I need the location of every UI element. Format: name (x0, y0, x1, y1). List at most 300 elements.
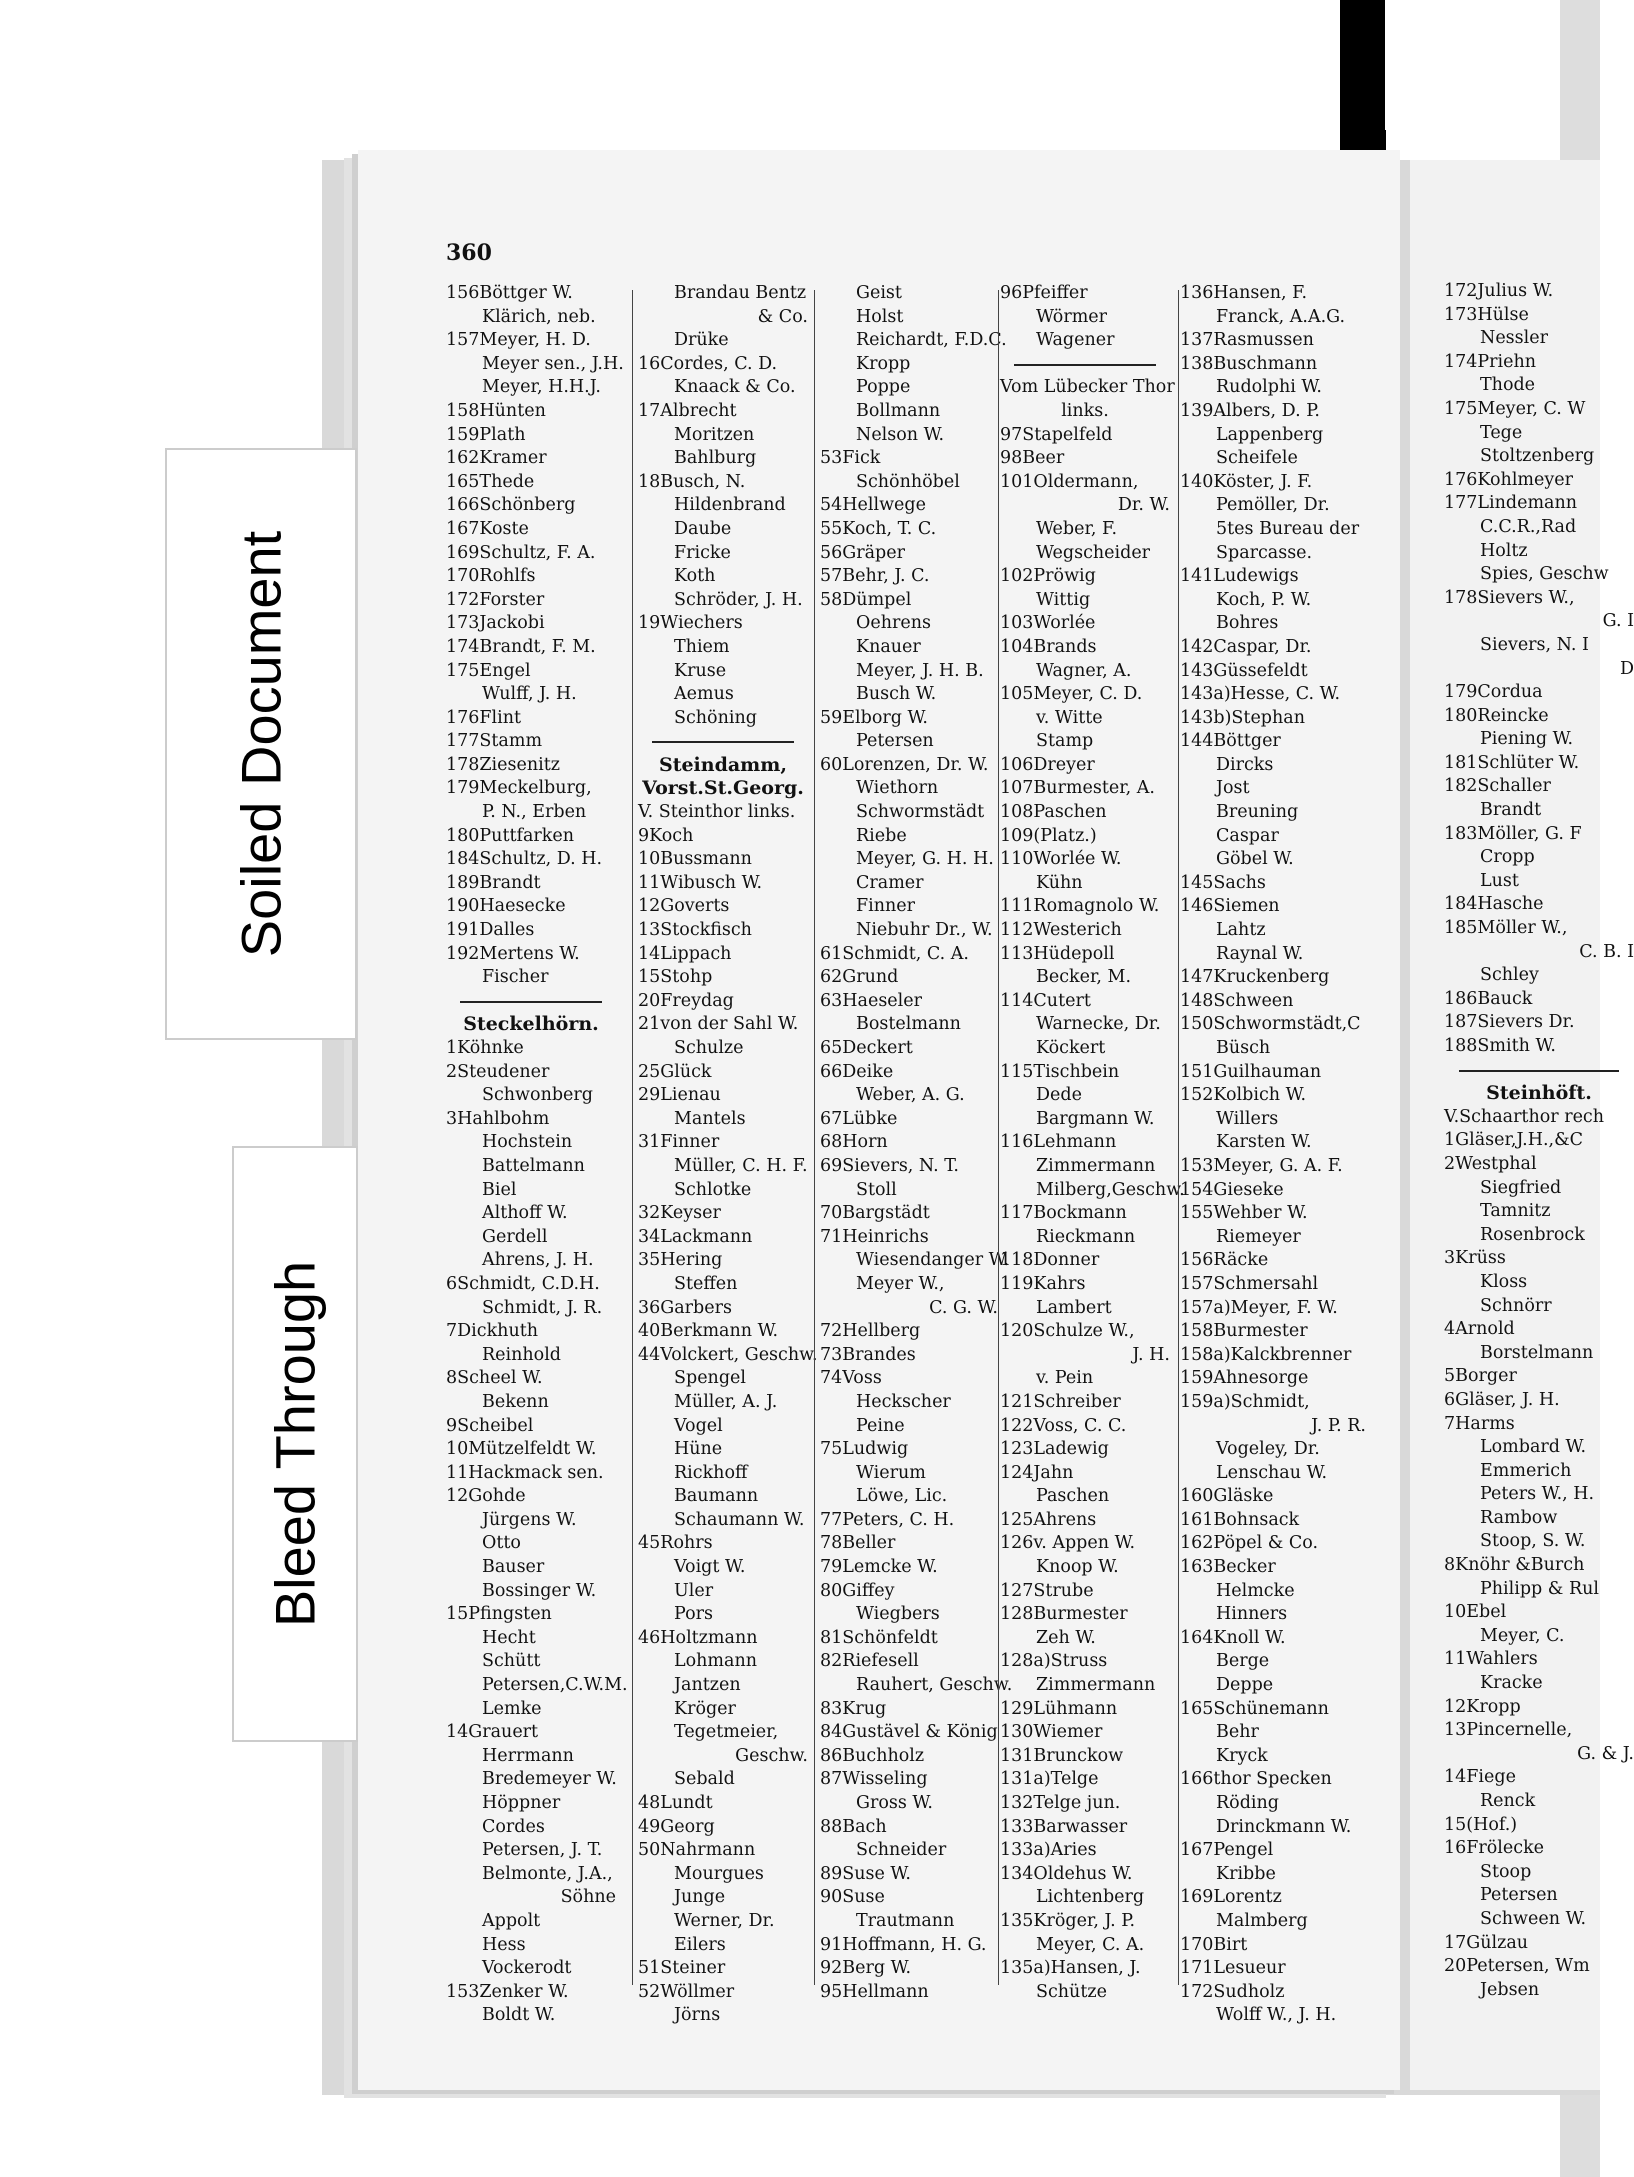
house-entry: 50Nahrmann (638, 1840, 756, 1861)
house-entry: 88Bach (820, 1816, 887, 1837)
house-entry: 189Brandt (446, 872, 541, 893)
entry-continuation: Bossinger W. (482, 1580, 597, 1601)
entry-continuation: Ahrens, J. H. (482, 1250, 594, 1271)
entry-continuation: Oehrens (856, 613, 931, 634)
house-entry: 151Guilhauman (1180, 1061, 1322, 1082)
column-3 (820, 282, 1013, 2004)
house-entry: 135Kröger, J. P. (1000, 1910, 1136, 1931)
entry-continuation: Bohres (1216, 613, 1279, 634)
entry-continuation: Kröger (674, 1698, 736, 1719)
house-entry: 113Hüdepoll (1000, 943, 1115, 964)
house-entry: 79Lemcke W. (820, 1557, 938, 1578)
house-entry: 53Fick (820, 448, 881, 469)
entry-continuation: Milberg,Geschw. (1036, 1179, 1185, 1200)
entry-continuation: Reichardt, F.D.C. (856, 330, 1007, 351)
entry-continuation: Bekenn (482, 1391, 549, 1412)
street-heading: Steckelhörn. (463, 1013, 599, 1036)
street-heading: Steindamm, (658, 753, 788, 776)
entry-continuation: Kühn (1036, 872, 1083, 893)
house-entry: 9Scheibel (446, 1415, 534, 1436)
page-number: 360 (446, 240, 492, 266)
next-page-edge (1410, 160, 1634, 2090)
entry-continuation: Karsten W. (1216, 1132, 1312, 1153)
entry-continuation: Althoff W. (482, 1203, 568, 1224)
house-entry: 134Oldehus W. (1000, 1863, 1133, 1884)
house-entry: 131Brunckow (1000, 1745, 1124, 1766)
entry-continuation: Holtz (1480, 540, 1528, 561)
entry-continuation: Nelson W. (856, 424, 945, 445)
house-entry: 32Keyser (638, 1203, 721, 1224)
entry-continuation: Rudolphi W. (1216, 377, 1322, 398)
entry-continuation: Dede (1036, 1085, 1082, 1106)
house-entry: 139Albers, D. P. (1180, 400, 1320, 421)
house-entry: 181Schlüter W. (1444, 752, 1580, 773)
entry-continuation: Bredemeyer W. (482, 1769, 617, 1790)
house-entry: 154Gieseke (1180, 1179, 1284, 1200)
house-entry: 60Lorenzen, Dr. W. (820, 754, 989, 775)
house-entry: 65Deckert (820, 1038, 913, 1058)
entry-continuation: Wagner, A. (1036, 660, 1132, 681)
house-entry: 69Sievers, N. T. (820, 1155, 959, 1176)
house-entry: V.Schaarthor rech (1444, 1106, 1604, 1127)
entry-continuation: Bahlburg (674, 448, 757, 469)
entry-continuation: Wulff, J. H. (482, 684, 577, 705)
house-entry: 167Koste (446, 518, 529, 539)
entry-continuation: Thode (1480, 375, 1536, 396)
house-entry: 104Brands (1000, 636, 1097, 657)
house-entry: 185Möller W., (1444, 918, 1568, 939)
entry-continuation: Meyer W., (856, 1273, 945, 1294)
entry-continuation: Vogel (674, 1415, 723, 1436)
entry-continuation: Tegetmeier, (674, 1722, 779, 1743)
entry-continuation: Zimmermann (1036, 1155, 1156, 1176)
entry-continuation: Fricke (674, 542, 731, 563)
entry-continuation: Geist (856, 283, 902, 303)
house-entry: 15Stohp (638, 967, 713, 988)
house-entry: 157Meyer, H. D. (446, 330, 591, 351)
house-entry: 13Stockfisch (638, 920, 752, 941)
entry-continuation: Knaack & Co. (674, 377, 796, 398)
entry-continuation: Hecht (482, 1627, 536, 1648)
house-entry: 169Schultz, F. A. (446, 542, 596, 563)
entry-continuation: Trautmann (856, 1910, 955, 1931)
entry-continuation: Höppner (482, 1793, 561, 1813)
house-entry: 158a)Kalckbrenner (1180, 1344, 1352, 1365)
house-entry: 72Hellberg (820, 1321, 921, 1342)
house-entry: 71Heinrichs (820, 1226, 929, 1247)
entry-continuation: Meyer, C. A. (1036, 1934, 1145, 1955)
house-entry: 136Hansen, F. (1180, 283, 1308, 303)
house-entry: 20Freydag (638, 990, 734, 1011)
house-entry: 61Schmidt, C. A. (820, 943, 969, 964)
entry-continuation: Schöning (674, 707, 757, 728)
house-entry: 106Dreyer (1000, 754, 1095, 775)
house-entry: 112Westerich (1000, 920, 1122, 941)
entry-continuation: Drinckmann W. (1216, 1816, 1352, 1837)
house-entry: 2Westphal (1444, 1153, 1537, 1174)
house-entry: 190Haesecke (446, 896, 566, 917)
entry-continuation: Baumann (674, 1486, 759, 1507)
house-entry: 59Elborg W. (820, 707, 928, 728)
house-entry: 10Ebel (1444, 1602, 1507, 1623)
house-entry: 55Koch, T. C. (820, 518, 937, 539)
house-entry: 179Meckelburg, (446, 778, 592, 799)
entry-continuation: Jost (1216, 778, 1250, 799)
house-entry: 81Schönfeldt (820, 1627, 938, 1648)
entry-continuation: Koth (674, 566, 716, 587)
entry-continuation: Bauser (482, 1557, 545, 1578)
entry-continuation: Peters W., H. (1480, 1484, 1595, 1505)
entry-continuation: Boldt W. (482, 2005, 556, 2026)
house-entry: 8Scheel W. (446, 1368, 543, 1389)
entry-continuation: Philipp & Rul (1480, 1578, 1599, 1599)
house-entry: 122Voss, C. C. (1000, 1415, 1127, 1436)
entry-continuation: Schneider (856, 1840, 947, 1861)
house-entry: 15(Hof.) (1444, 1814, 1518, 1835)
entry-continuation: Stoop (1480, 1861, 1532, 1882)
entry-continuation: v. Pein (1036, 1368, 1094, 1389)
entry-continuation: Lappenberg (1216, 424, 1324, 445)
entry-continuation: Hildenbrand (674, 495, 786, 516)
house-entry: 145Sachs (1180, 872, 1266, 893)
entry-continuation: Nessler (1480, 328, 1548, 349)
house-entry: 2Steudener (446, 1061, 550, 1082)
entry-wrap: C. G. W. (929, 1297, 998, 1318)
house-entry: 141Ludewigs (1180, 566, 1299, 587)
house-entry: 116Lehmann (1000, 1132, 1117, 1153)
entry-continuation: Lahtz (1216, 920, 1266, 941)
entry-continuation: Göbel W. (1216, 849, 1294, 870)
entry-continuation: Zeh W. (1036, 1627, 1096, 1648)
entry-continuation: Busch W. (856, 684, 937, 705)
entry-wrap: Söhne (560, 1887, 616, 1908)
house-entry: 17Albrecht (638, 400, 737, 421)
entry-continuation: Schween W. (1480, 1908, 1587, 1929)
house-entry: 48Lundt (638, 1793, 713, 1813)
entry-continuation: Franck, A.A.G. (1216, 306, 1346, 327)
house-entry: 51Steiner (638, 1958, 726, 1979)
entry-continuation: Cramer (856, 872, 924, 893)
house-entry: 3Hahlbohm (446, 1108, 550, 1129)
entry-continuation: Emmerich (1480, 1460, 1572, 1481)
entry-continuation: Scheifele (1216, 448, 1298, 469)
house-entry: 77Peters, C. H. (820, 1509, 955, 1530)
house-entry: 152Kolbich W. (1180, 1085, 1307, 1106)
entry-continuation: Müller, C. H. F. (674, 1155, 808, 1176)
house-entry: 163Becker (1180, 1557, 1276, 1578)
house-entry: 62Grund (820, 967, 899, 988)
entry-continuation: Kruse (674, 660, 727, 681)
house-entry: V. Steinthor links. (638, 802, 796, 823)
house-entry: 78Beller (820, 1533, 896, 1554)
house-entry: 11Wahlers (1444, 1649, 1538, 1670)
entry-continuation: Berge (1216, 1651, 1270, 1672)
house-entry: 4Arnold (1444, 1319, 1515, 1340)
house-entry: 98Beer (1000, 448, 1065, 469)
entry-continuation: Meyer, J. H. B. (856, 660, 984, 681)
entry-continuation: Willers (1216, 1108, 1279, 1129)
entry-continuation: Aemus (674, 684, 734, 705)
entry-continuation: Lambert (1036, 1297, 1112, 1318)
house-entry: 14Lippach (638, 943, 732, 964)
entry-continuation: Rosenbrock (1480, 1224, 1585, 1245)
house-entry: 166Schönberg (446, 495, 576, 516)
entry-continuation: Fischer (482, 967, 549, 988)
house-entry: 138Buschmann (1180, 353, 1318, 374)
house-entry: 173Hülse (1444, 304, 1529, 325)
house-entry: 16Cordes, C. D. (638, 353, 778, 374)
entry-continuation: Rambow (1480, 1507, 1558, 1528)
house-entry: 175Engel (446, 660, 531, 681)
entry-continuation: Zimmermann (1036, 1675, 1156, 1696)
street-heading: Vorst.St.Georg. (642, 777, 804, 800)
entry-continuation: Petersen, J. T. (482, 1840, 603, 1861)
entry-continuation: Riebe (856, 825, 907, 846)
entry-continuation: Vogeley, Dr. (1216, 1439, 1320, 1460)
entry-continuation: Hüne (674, 1439, 723, 1460)
entry-continuation: Bollmann (856, 400, 941, 421)
street-note: links. (1061, 400, 1109, 421)
house-entry: 166thor Specken (1180, 1769, 1332, 1790)
house-entry: 68Horn (820, 1132, 888, 1153)
house-entry: 12Gohde (446, 1486, 526, 1507)
house-entry: 140Köster, J. F. (1180, 471, 1313, 492)
entry-continuation: Kloss (1480, 1271, 1528, 1292)
entry-continuation: Rickhoff (674, 1462, 748, 1483)
entry-continuation: Jebsen (1480, 1979, 1540, 2000)
house-entry: 156Räcke (1180, 1250, 1269, 1271)
house-entry: 118Donner (1000, 1250, 1100, 1271)
entry-continuation: Tege (1480, 422, 1523, 443)
house-entry: 192Mertens W. (446, 943, 580, 964)
entry-continuation: Tamnitz (1480, 1201, 1551, 1222)
house-entry: 178Sievers W., (1444, 587, 1575, 608)
entry-continuation: Drüke (674, 330, 729, 351)
house-entry: 5Borger (1444, 1366, 1517, 1387)
house-entry: 111Romagnolo W. (1000, 896, 1160, 917)
entry-continuation: Hinners (1216, 1604, 1288, 1625)
entry-continuation: Weber, F. (1036, 518, 1118, 539)
house-entry: 12Kropp (1444, 1696, 1521, 1717)
entry-continuation: Rauhert, Geschw. (856, 1675, 1013, 1696)
entry-continuation: Wegscheider (1036, 542, 1151, 563)
house-entry: 82Riefesell (820, 1651, 919, 1672)
entry-wrap: J. H. (1132, 1344, 1170, 1365)
entry-continuation: Becker, M. (1036, 967, 1132, 988)
house-entry: 184Hasche (1444, 894, 1544, 915)
house-entry: 164Knoll W. (1180, 1627, 1286, 1648)
house-entry: 162Kramer (446, 448, 547, 469)
house-entry: 74Voss (820, 1368, 882, 1389)
house-entry: 133a)Aries (1000, 1840, 1097, 1861)
house-entry: 171Lesueur (1180, 1958, 1286, 1979)
entry-continuation: Mourgues (674, 1863, 764, 1884)
house-entry: 165Schünemann (1180, 1698, 1329, 1719)
entry-continuation: Heckscher (856, 1391, 951, 1412)
entry-continuation: Cropp (1480, 847, 1535, 868)
entry-continuation: Löwe, Lic. (856, 1486, 948, 1507)
entry-continuation: Junge (674, 1887, 726, 1908)
house-entry: 172Julius W. (1444, 281, 1554, 301)
house-entry: 10Bussmann (638, 849, 752, 870)
house-entry: 67Lübke (820, 1108, 898, 1129)
house-entry: 54Hellwege (820, 495, 926, 516)
house-entry: 180Puttfarken (446, 825, 575, 846)
entry-continuation: Schlotke (674, 1179, 752, 1200)
entry-continuation: Lohmann (674, 1651, 757, 1672)
entry-continuation: Spengel (674, 1368, 746, 1389)
house-entry: 178Ziesenitz (446, 754, 560, 775)
entry-continuation: Spies, Geschw (1480, 564, 1609, 585)
house-entry: 133Barwasser (1000, 1816, 1128, 1837)
house-entry: 125Ahrens (1000, 1509, 1097, 1530)
house-entry: 86Buchholz (820, 1745, 925, 1766)
house-entry: 57Behr, J. C. (820, 566, 930, 587)
house-entry: 17Gülzau (1444, 1932, 1529, 1953)
house-entry: 90Suse (820, 1887, 885, 1908)
entry-continuation: Eilers (674, 1934, 726, 1955)
house-entry: 119Kahrs (1000, 1273, 1086, 1294)
bleed-through-tab (232, 1146, 358, 1742)
house-entry: 157Schmersahl (1180, 1273, 1319, 1294)
house-entry: 153Meyer, G. A. F. (1180, 1155, 1343, 1176)
house-entry: 182Schaller (1444, 776, 1551, 797)
house-entry: 147Kruckenberg (1180, 967, 1330, 988)
entry-continuation: Renck (1480, 1791, 1536, 1811)
entry-continuation: Peine (856, 1415, 905, 1436)
house-entry: 6Gläser, J. H. (1444, 1389, 1560, 1410)
house-entry: 177Stamm (446, 731, 543, 752)
entry-continuation: Schröder, J. H. (674, 589, 803, 610)
column-rule-2 (814, 290, 815, 1985)
house-entry: 101Oldermann, (1000, 471, 1139, 492)
entry-wrap: J. P. R. (1311, 1415, 1366, 1436)
entry-continuation: Bargmann W. (1036, 1108, 1155, 1129)
house-entry: 19Wiechers (638, 613, 743, 634)
entry-continuation: Schütt (482, 1651, 541, 1672)
entry-continuation: Köckert (1036, 1038, 1106, 1058)
entry-continuation: Herrmann (482, 1745, 574, 1766)
entry-continuation: Poppe (856, 377, 911, 398)
entry-continuation: Wagener (1036, 330, 1115, 351)
entry-continuation: Wierum (856, 1462, 926, 1483)
entry-continuation: Lenschau W. (1216, 1462, 1328, 1483)
entry-continuation: Wiegbers (856, 1604, 940, 1625)
entry-wrap: D (1619, 658, 1634, 679)
house-entry: 15Pfingsten (446, 1604, 552, 1625)
house-entry: 92Berg W. (820, 1958, 912, 1979)
house-entry: 63Haeseler (820, 990, 922, 1011)
entry-continuation: Sparcasse. (1216, 542, 1313, 563)
house-entry: 161Bohnsack (1180, 1509, 1300, 1530)
house-entry: 186Bauck (1444, 988, 1533, 1009)
house-entry: 175Meyer, C. W (1444, 398, 1586, 419)
house-entry: 96Pfeiffer (1000, 283, 1088, 303)
house-entry: 172Sudholz (1180, 1981, 1285, 2002)
house-entry: 1Köhnke (446, 1038, 524, 1058)
house-entry: 159a)Schmidt, (1180, 1391, 1310, 1412)
house-entry: 14Fiege (1444, 1767, 1516, 1788)
house-entry: 75Ludwig (820, 1439, 909, 1460)
entry-continuation: Pemöller, Dr. (1216, 495, 1330, 516)
column-2 (638, 282, 818, 2028)
entry-continuation: Kracke (1480, 1673, 1543, 1694)
house-entry: 7Harms (1444, 1413, 1515, 1434)
house-entry: 167Pengel (1180, 1840, 1274, 1861)
entry-continuation: Malmberg (1216, 1910, 1308, 1931)
entry-continuation: Meyer, G. H. H. (856, 849, 994, 870)
entry-continuation: Wörmer (1036, 306, 1108, 327)
house-entry: 160Gläske (1180, 1486, 1274, 1507)
entry-continuation: Wolff W., J. H. (1216, 2005, 1337, 2026)
column-rule-1 (632, 290, 633, 1985)
house-entry: 188Smith W. (1444, 1036, 1556, 1056)
entry-continuation: Warnecke, Dr. (1036, 1014, 1161, 1035)
next-page-column (1444, 280, 1634, 2002)
house-entry: 35Hering (638, 1250, 723, 1271)
entry-wrap: & Co. (757, 306, 808, 327)
entry-continuation: C.C.R.,Rad (1480, 516, 1577, 537)
house-entry: 49Georg (638, 1816, 715, 1837)
entry-continuation: Behr (1216, 1722, 1259, 1743)
house-entry: 143b)Stephan (1180, 707, 1305, 728)
house-entry: 95Hellmann (820, 1981, 929, 2002)
house-entry: 120Schulze W., (1000, 1321, 1135, 1342)
house-entry: 131a)Telge (1000, 1769, 1099, 1790)
entry-continuation: Vockerodt (482, 1958, 572, 1979)
entry-continuation: Helmcke (1216, 1580, 1295, 1601)
entry-continuation: Battelmann (482, 1155, 585, 1176)
house-entry: 129Lühmann (1000, 1698, 1118, 1719)
house-entry: 174Priehn (1444, 351, 1537, 372)
house-entry: 46Holtzmann (638, 1627, 758, 1648)
house-entry: 137Rasmussen (1180, 330, 1314, 351)
entry-continuation: Mantels (674, 1108, 746, 1129)
entry-wrap: G. I (1602, 611, 1634, 632)
entry-continuation: Schütze (1036, 1981, 1107, 2002)
house-entry: 115Tischbein (1000, 1061, 1120, 1082)
entry-continuation: Bostelmann (856, 1014, 961, 1035)
house-entry: 144Böttger (1180, 731, 1281, 752)
entry-continuation: Müller, A. J. (674, 1391, 778, 1412)
entry-continuation: Kryck (1216, 1745, 1268, 1766)
entry-continuation: Hochstein (482, 1132, 573, 1153)
entry-continuation: Steffen (674, 1273, 738, 1294)
house-entry: 191Dalles (446, 920, 535, 941)
entry-continuation: Gross W. (856, 1793, 933, 1813)
entry-continuation: Schaumann W. (674, 1509, 805, 1530)
house-entry: 143Güssefeldt (1180, 660, 1308, 681)
entry-continuation: Pors (674, 1604, 713, 1625)
house-entry: 121Schreiber (1000, 1391, 1121, 1412)
house-entry: 156Böttger W. (446, 283, 573, 303)
entry-continuation: Thiem (674, 636, 730, 657)
entry-continuation: 5tes Bureau der (1216, 518, 1360, 539)
house-entry: 29Lienau (638, 1085, 721, 1106)
entry-continuation: Piening W. (1480, 729, 1574, 750)
house-entry: 34Lackmann (638, 1226, 753, 1247)
column-1 (446, 282, 628, 2028)
street-note: Vom Lübecker Thor (1000, 377, 1175, 398)
house-entry: 157a)Meyer, F. W. (1180, 1297, 1338, 1318)
entry-continuation: Wittig (1036, 589, 1091, 610)
house-entry: 177Lindemann (1444, 493, 1578, 514)
entry-wrap: G. & J. (1577, 1743, 1634, 1764)
section-rule (446, 990, 616, 1014)
house-entry: 162Pöpel & Co. (1180, 1533, 1319, 1554)
house-entry: 123Ladewig (1000, 1439, 1109, 1460)
section-rule (638, 730, 808, 754)
